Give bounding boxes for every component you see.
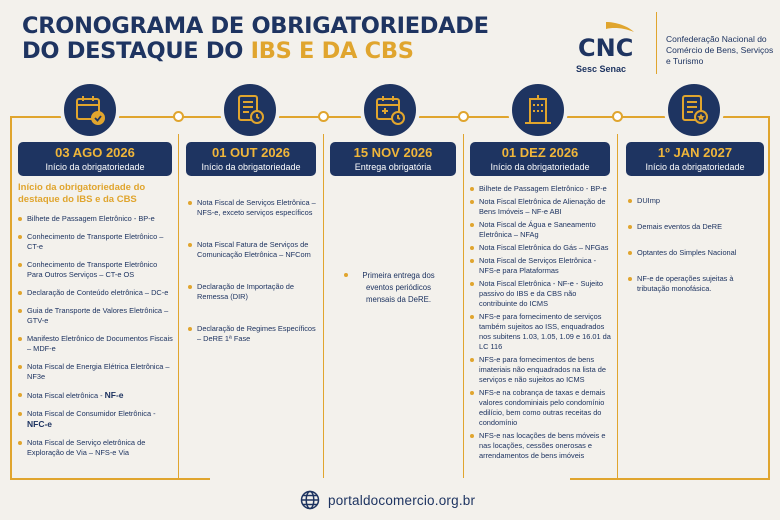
list-item: Optantes do Simples Nacional (628, 248, 760, 258)
obligation-list-5 (628, 196, 760, 294)
title-line-2 (22, 39, 489, 64)
frame-right (768, 116, 770, 479)
list-item: Primeira entrega dos eventos periódicos mensais da DeRE. (344, 270, 444, 306)
list-item: NFS-e na cobrança de taxas e demais valores condominiais pelo condomínio edilício, bem como outras receitas do condomínio (470, 388, 614, 428)
list-item: DUImp (628, 196, 760, 206)
list-item: Declaração de Regimes Específicos – DeRE 1ª Fase (188, 324, 318, 344)
date-subtitle: Início da obrigatoriedade (490, 162, 590, 172)
cnc-logo-text: CNC (578, 34, 634, 60)
date-subtitle: Entrega obrigatória (354, 162, 432, 172)
title-line-2-a: DO DESTAQUE DO (22, 38, 251, 64)
date-subtitle: Início da obrigatoriedade (645, 162, 745, 172)
item-bold: NFC-e (27, 419, 53, 429)
column-divider (463, 134, 464, 478)
list-item: NFS-e para fornecimentos de bens imateriais não enquadrados na lista de serviços e não sujeitos ao ICMS (470, 355, 614, 385)
date-subtitle: Início da obrigatoriedade (201, 162, 301, 172)
list-item: Nota Fiscal Eletrônica - NF-e - Sujeito passivo do IBS e da CBS não contribuinte do ICMS (470, 279, 614, 309)
list-item (18, 409, 174, 430)
date-banner-1 (18, 142, 172, 176)
item-text: Nota Fiscal eletrônica - (27, 391, 105, 400)
list-item: NFS-e para fornecimento de serviços também sujeitos ao ISS, enquadrados nos subitens 1.03, 1.05, 1.09 e 16.01 da LC 116 (470, 312, 614, 352)
list-item: Declaração de Importação de Remessa (DIR) (188, 282, 318, 302)
document-clock-icon (220, 80, 280, 140)
obligation-list-2 (188, 198, 318, 344)
list-item: Demais eventos da DeRE (628, 222, 760, 232)
document-badge-icon (664, 80, 724, 140)
column-divider (617, 134, 618, 478)
list-item: Nota Fiscal de Serviços Eletrônica – NFS-e, exceto serviços específicos (188, 198, 318, 218)
list-item: Nota Fiscal de Energia Elétrica Eletrônica – NF3e (18, 362, 174, 382)
date-subtitle: Início da obrigatoriedade (45, 162, 145, 172)
organization-name: Confederação Nacional do Comércio de Bens, Serviços e Turismo (666, 34, 774, 66)
globe-icon (300, 490, 320, 510)
date-banner-5 (626, 142, 764, 176)
building-icon (508, 80, 568, 140)
list-item: Guia de Transporte de Valores Eletrônica – GTV-e (18, 306, 174, 326)
date-label: 1º JAN 2027 (657, 145, 733, 160)
obligation-list-4 (470, 184, 614, 461)
list-item (18, 390, 174, 401)
column-heading: Início da obrigatoriedade do destaque do IBS e da CBS (18, 182, 146, 205)
list-item: Conhecimento de Transporte Eletrônico Para Outros Serviços – CT-e OS (18, 260, 174, 280)
list-item: Declaração de Conteúdo eletrônica – DC-e (18, 288, 174, 298)
frame-left (10, 116, 12, 479)
date-label: 01 OUT 2026 (211, 145, 291, 160)
date-label: 03 AGO 2026 (55, 145, 135, 160)
cnc-logo-mark (576, 20, 636, 60)
timeline-dot (173, 111, 184, 122)
logo-subtitle: Sesc Senac (576, 64, 627, 74)
column-divider (178, 134, 179, 478)
list-item: Nota Fiscal Eletrônica do Gás – NFGas (470, 243, 614, 253)
date-label: 15 NOV 2026 (353, 145, 433, 160)
timeline-dot (612, 111, 623, 122)
list-item: Nota Fiscal de Serviço eletrônica de Exploração de Via – NFS-e Via (18, 438, 174, 458)
list-item: NFS-e nas locações de bens móveis e nas locações, cessões onerosas e arrendamentos de bens imóveis (470, 431, 614, 461)
page-title (22, 14, 489, 64)
timeline-dot (458, 111, 469, 122)
frame-bottom-left (10, 478, 210, 480)
list-item: Bilhete de Passagem Eletrônico - BP-e (470, 184, 614, 194)
column-divider (323, 134, 324, 478)
timeline-dot (318, 111, 329, 122)
title-line-1: CRONOGRAMA DE OBRIGATORIEDADE (22, 13, 489, 39)
list-item: Nota Fiscal de Serviços Eletrônica - NFS-e para Plataformas (470, 256, 614, 276)
date-banner-3 (330, 142, 456, 176)
item-text: Nota Fiscal de Consumidor Eletrônica - (27, 409, 156, 418)
cnc-logo (568, 14, 648, 76)
obligation-list-3 (344, 270, 444, 306)
logo-divider (656, 12, 657, 74)
website-link[interactable]: portaldocomercio.org.br (328, 492, 476, 508)
list-item: Conhecimento de Transporte Eletrônico – CT-e (18, 232, 174, 252)
list-item: Nota Fiscal de Água e Saneamento Eletrônica – NFAg (470, 220, 614, 240)
footer (300, 488, 475, 512)
frame-bottom-right (570, 478, 770, 480)
list-item: Nota Fiscal Eletrônica de Alienação de Bens Imóveis – NF-e ABI (470, 197, 614, 217)
calendar-clock-icon (360, 80, 420, 140)
date-banner-2 (186, 142, 316, 176)
title-highlight: IBS E DA CBS (250, 38, 414, 64)
list-item: Nota Fiscal Fatura de Serviços de Comunicação Eletrônica – NFCom (188, 240, 318, 260)
item-bold: NF-e (104, 390, 124, 400)
calendar-check-icon (60, 80, 120, 140)
list-item: NF-e de operações sujeitas à tributação monofásica. (628, 274, 760, 294)
list-item: Bilhete de Passagem Eletrônico - BP-e (18, 214, 174, 224)
list-item: Manifesto Eletrônico de Documentos Fiscais – MDF-e (18, 334, 174, 354)
obligation-list-1 (18, 214, 174, 458)
date-banner-4 (470, 142, 610, 176)
date-label: 01 DEZ 2026 (501, 145, 579, 160)
